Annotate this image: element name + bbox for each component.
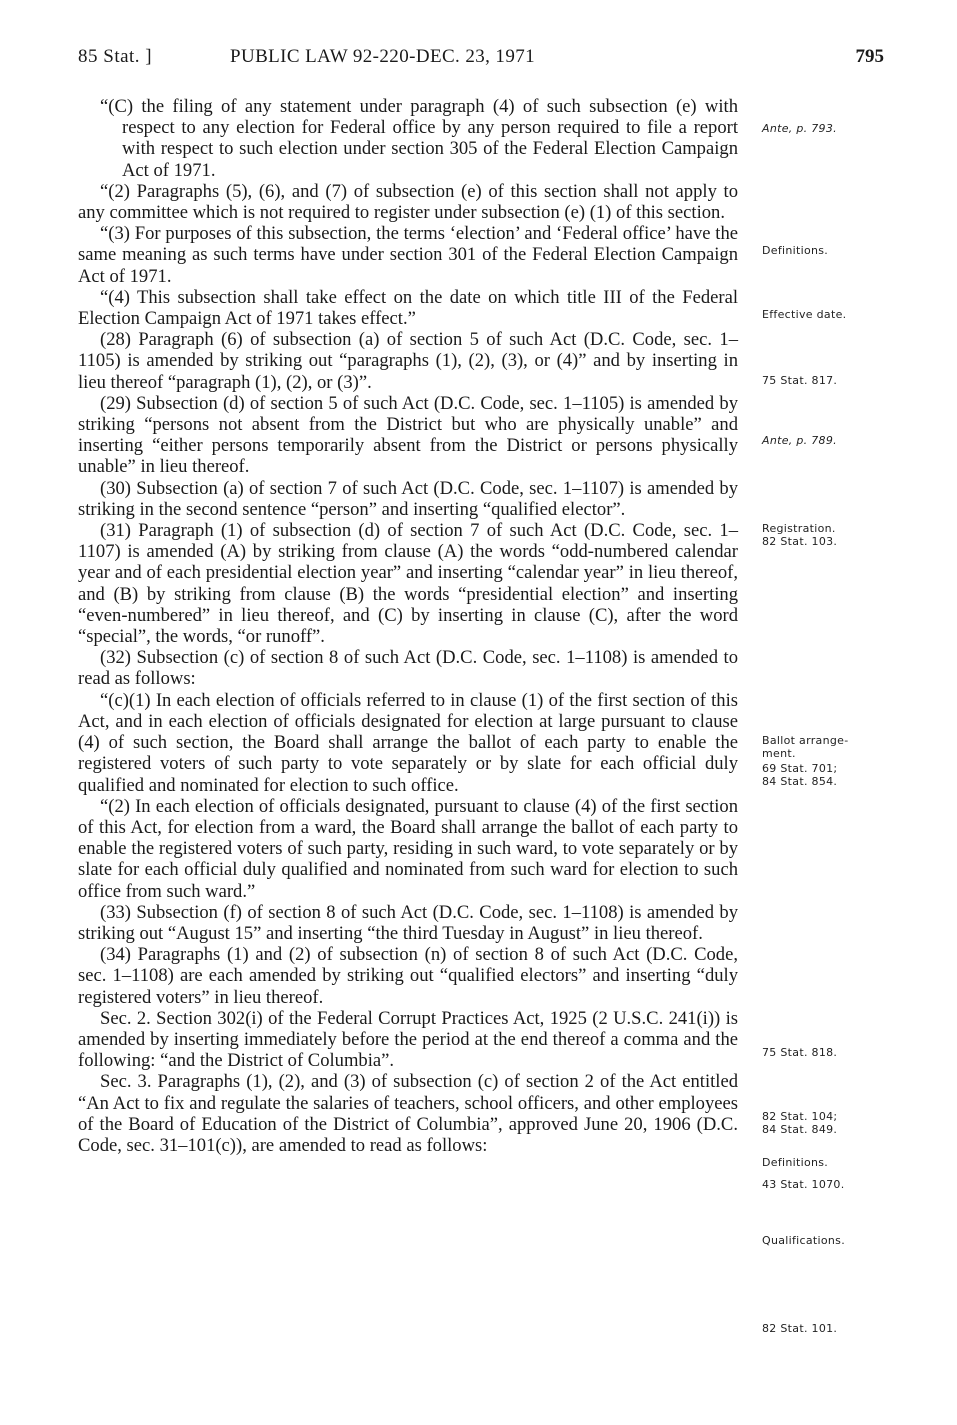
margin-note-82-stat-104: 82 Stat. 104; 84 Stat. 849.: [762, 1110, 838, 1136]
margin-note-definitions-2: Definitions.: [762, 1156, 829, 1169]
margin-note-43-stat-1070: 43 Stat. 1070.: [762, 1178, 845, 1191]
paragraph-c1: “(c)(1) In each election of officials referred to in clause (1) of the first section of this Act, and in each election of officials designated for election at large pursuant to clause (4) of such section, the Board shall arrange the ballot of each party to enable the registered voters of such party to vote separately or by slate for each official duly qualified and nominated for election to such office.: [78, 689, 738, 796]
margin-note-75-stat-817: 75 Stat. 817.: [762, 374, 838, 387]
section-3: Sec. 3. Paragraphs (1), (2), and (3) of subsection (c) of section 2 of the Act entitled “An Act to fix and regulate the salaries of teachers, school officers, and other employees of the Board of Education of the District of Columbia”, approved June 20, 1906 (D.C. Code, sec. 31–101(c)), are amended to read as follows:: [78, 1071, 738, 1156]
margin-note-ante-793: Ante, p. 793.: [762, 122, 837, 135]
paragraph-34: (34) Paragraphs (1) and (2) of subsection (n) of section 8 of such Act (D.C. Code, sec. 1–1108) are each amended by striking out “qualified electors” and inserting “duly registered voters” in lieu thereof.: [78, 944, 738, 1008]
paragraph-29: (29) Subsection (d) of section 5 of such Act (D.C. Code, sec. 1–1105) is amended by striking “persons not absent from the District but who are physically unable” and inserting “either persons temporarily absent from the District or persons physically unable” in lieu thereof.: [78, 392, 738, 478]
margin-note-82-stat-101: 82 Stat. 101.: [762, 1322, 838, 1335]
page-number: 795: [855, 46, 884, 67]
margin-note-effective-date: Effective date.: [762, 308, 847, 321]
margin-note-qualifications: Qualifications.: [762, 1234, 845, 1247]
margin-note-75-stat-818: 75 Stat. 818.: [762, 1046, 838, 1059]
running-header: [78, 46, 884, 76]
paragraph-31: (31) Paragraph (1) of subsection (d) of section 7 of such Act (D.C. Code, sec. 1–1107) is amended (A) by striking from clause (A) the words “odd-numbered calendar year and of each presidential election year” and inserting “calendar year” in lieu thereof, and (B) by striking from clause (B) the words “presidential election” and inserting “even-numbered” in lieu thereof, and (C) by inserting in clause (C), after the word “special”, the words, “or runoff”.: [78, 520, 738, 648]
section-2: Sec. 2. Section 302(i) of the Federal Corrupt Practices Act, 1925 (2 U.S.C. 241(i)) is amended by inserting immediately before the period at the end thereof a comma and the following: “and the District of Columbia”.: [78, 1007, 738, 1072]
statute-volume: 85 Stat. ]: [78, 46, 153, 67]
paragraph-c2: “(2) In each election of officials designated, pursuant to clause (4) of the first section of this Act, for election from a ward, the Board shall arrange the ballot of each party to enable the registered voters of such party, residing in such ward, to vote separately or by slate for each official duly qualified and nominated from such ward for election to such office from such ward.”: [78, 795, 738, 902]
body-text: [78, 96, 738, 1156]
margin-note-definitions: Definitions.: [762, 244, 829, 257]
paragraph-c: “(C) the filing of any statement under paragraph (4) of such subsection (e) with respect to any election for Federal office by any person required to file a report with respect to such election under section 305 of the Federal Election Campaign Act of 1971.: [100, 96, 738, 181]
paragraph-2: “(2) Paragraphs (5), (6), and (7) of subsection (e) of this section shall not apply to any committee which is not required to register under subsection (e) (1) of this section.: [78, 180, 738, 224]
paragraph-4: “(4) This subsection shall take effect on the date on which title III of the Federal Election Campaign Act of 1971 takes effect.”: [78, 286, 738, 330]
header-title: PUBLIC LAW 92-220-DEC. 23, 1971: [230, 46, 536, 67]
paragraph-30: (30) Subsection (a) of section 7 of such Act (D.C. Code, sec. 1–1107) is amended by striking in the second sentence “person” and inserting “qualified elector”.: [78, 477, 738, 520]
margin-note-ballot: Ballot arrange- ment.: [762, 734, 849, 760]
margin-note-registration: Registration. 82 Stat. 103.: [762, 522, 838, 548]
margin-note-69-stat-701: 69 Stat. 701; 84 Stat. 854.: [762, 762, 838, 788]
paragraph-3: “(3) For purposes of this subsection, the terms ‘election’ and ‘Federal office’ have the same meaning as such terms have under section 301 of the Federal Election Campaign Act of 1971.: [78, 223, 738, 287]
paragraph-28: (28) Paragraph (6) of subsection (a) of section 5 of such Act (D.C. Code, sec. 1–1105) is amended by striking out “paragraphs (1), (2), (3), or (4)” and by inserting in lieu thereof “paragraph (1), (2), or (3)”.: [78, 329, 738, 393]
margin-note-ante-789: Ante, p. 789.: [762, 434, 837, 447]
paragraph-33: (33) Subsection (f) of section 8 of such Act (D.C. Code, sec. 1–1108) is amended by striking out “August 15” and inserting “the third Tuesday in August” in lieu thereof.: [78, 901, 738, 944]
paragraph-32: (32) Subsection (c) of section 8 of such Act (D.C. Code, sec. 1–1108) is amended to read as follows:: [78, 647, 738, 690]
